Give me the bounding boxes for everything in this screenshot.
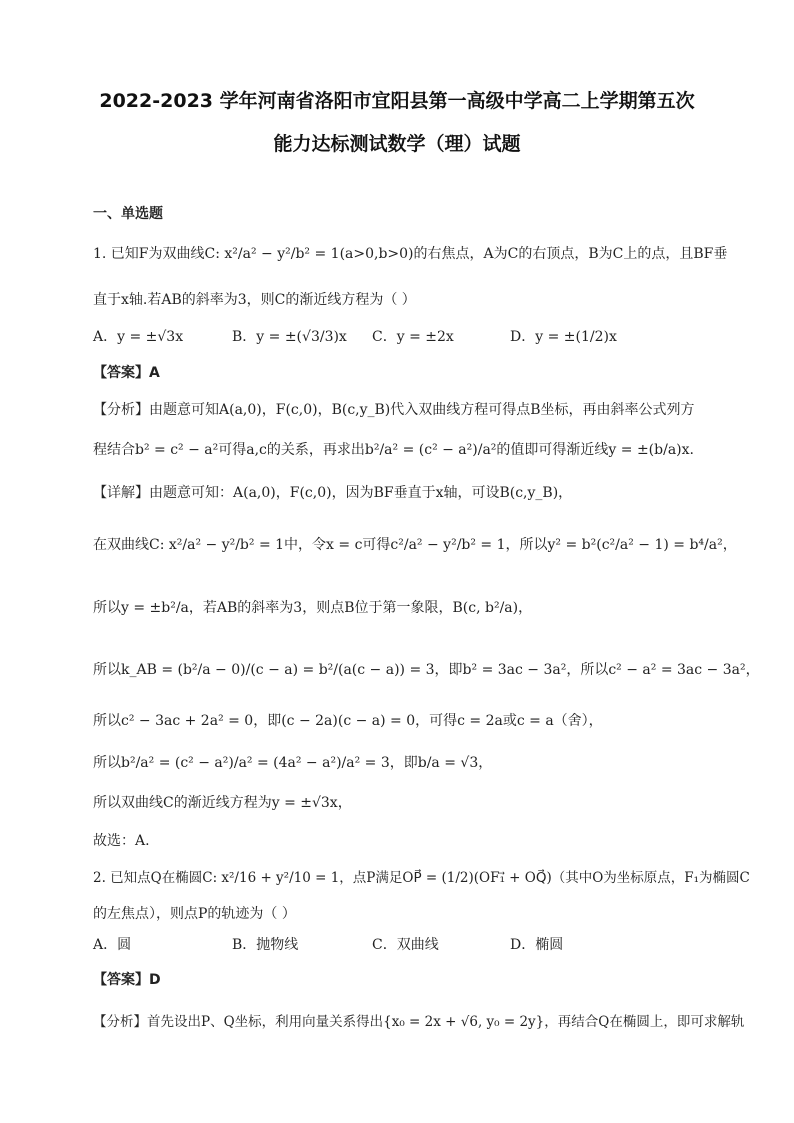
document-title-line2: 能力达标测试数学（理）试题 [273,133,521,155]
q1-option-b: B．y = ±(√3/3)x [232,329,347,345]
q1-detail-line6: 所以b²/a² = (c² − a²)/a² = (4a² − a²)/a² = 3，即b/a = √3， [93,755,493,771]
q2-stem-line2: 的左焦点），则点P的轨迹为（ ） [93,906,296,922]
q2-answer: 【答案】D [93,972,161,988]
section-heading: 一、单选题 [93,206,163,222]
q1-conclusion: 故选：A. [93,833,150,849]
q1-stem-line1: 1. 已知F为双曲线C: x²/a² − y²/b² = 1(a>0,b>0)的右焦点，A为C的右顶点，B为C上的点，且BF垂 [93,246,728,262]
q1-option-d: D．y = ±(1/2)x [510,329,617,345]
q1-detail-line1: 【详解】由题意可知：A(a,0)，F(c,0)，因为BF垂直于x轴，可设B(c,y_B)， [93,485,573,501]
q1-analysis-line2: 程结合b² = c² − a²可得a,c的关系，再求出b²/a² = (c² − a²)/a²的值即可得渐近线y = ±(b/a)x. [93,442,694,458]
q1-answer: 【答案】A [93,365,160,381]
document-title-line1: 2022-2023 学年河南省洛阳市宜阳县第一高级中学高二上学期第五次 [99,90,695,112]
q2-option-b: B．抛物线 [232,937,299,953]
q2-option-a: A．圆 [93,937,132,953]
q1-detail-line7: 所以双曲线C的渐近线方程为y = ±√3x， [93,795,352,811]
q2-analysis-line1: 【分析】首先设出P、Q坐标，利用向量关系得出{x₀ = 2x + √6, y₀ = 2y}，再结合Q在椭圆上，即可求解轨 [93,1014,745,1030]
q1-analysis-line1: 【分析】由题意可知A(a,0)，F(c,0)，B(c,y_B)代入双曲线方程可得点B坐标，再由斜率公式列方 [93,402,695,418]
q1-detail-line2: 在双曲线C: x²/a² − y²/b² = 1中，令x = c可得c²/a² − y²/b² = 1，所以y² = b²(c²/a² − 1) = b⁴/a²， [93,537,737,553]
q1-option-c: C．y = ±2x [372,329,454,345]
q2-option-c: C．双曲线 [372,937,439,953]
q1-detail-line3: 所以y = ±b²/a，若AB的斜率为3，则点B位于第一象限，B(c, b²/a)， [93,600,533,616]
q2-option-d: D．椭圆 [510,937,564,953]
q1-stem-line2: 直于x轴.若AB的斜率为3，则C的渐近线方程为（ ） [93,292,416,308]
q1-detail-line4: 所以k_AB = (b²/a − 0)/(c − a) = b²/(a(c − a)) = 3，即b² = 3ac − 3a²，所以c² − a² = 3ac − 3a²， [93,662,760,678]
q1-option-a: A．y = ±√3x [93,329,184,345]
q2-stem-line1: 2. 已知点Q在椭圆C: x²/16 + y²/10 = 1，点P满足OP⃗ = (1/2)(OF₁⃗ + OQ⃗)（其中O为坐标原点，F₁为椭圆C [93,870,750,886]
q1-detail-line5: 所以c² − 3ac + 2a² = 0，即(c − 2a)(c − a) = 0，可得c = 2a或c = a（舍）， [93,713,603,729]
